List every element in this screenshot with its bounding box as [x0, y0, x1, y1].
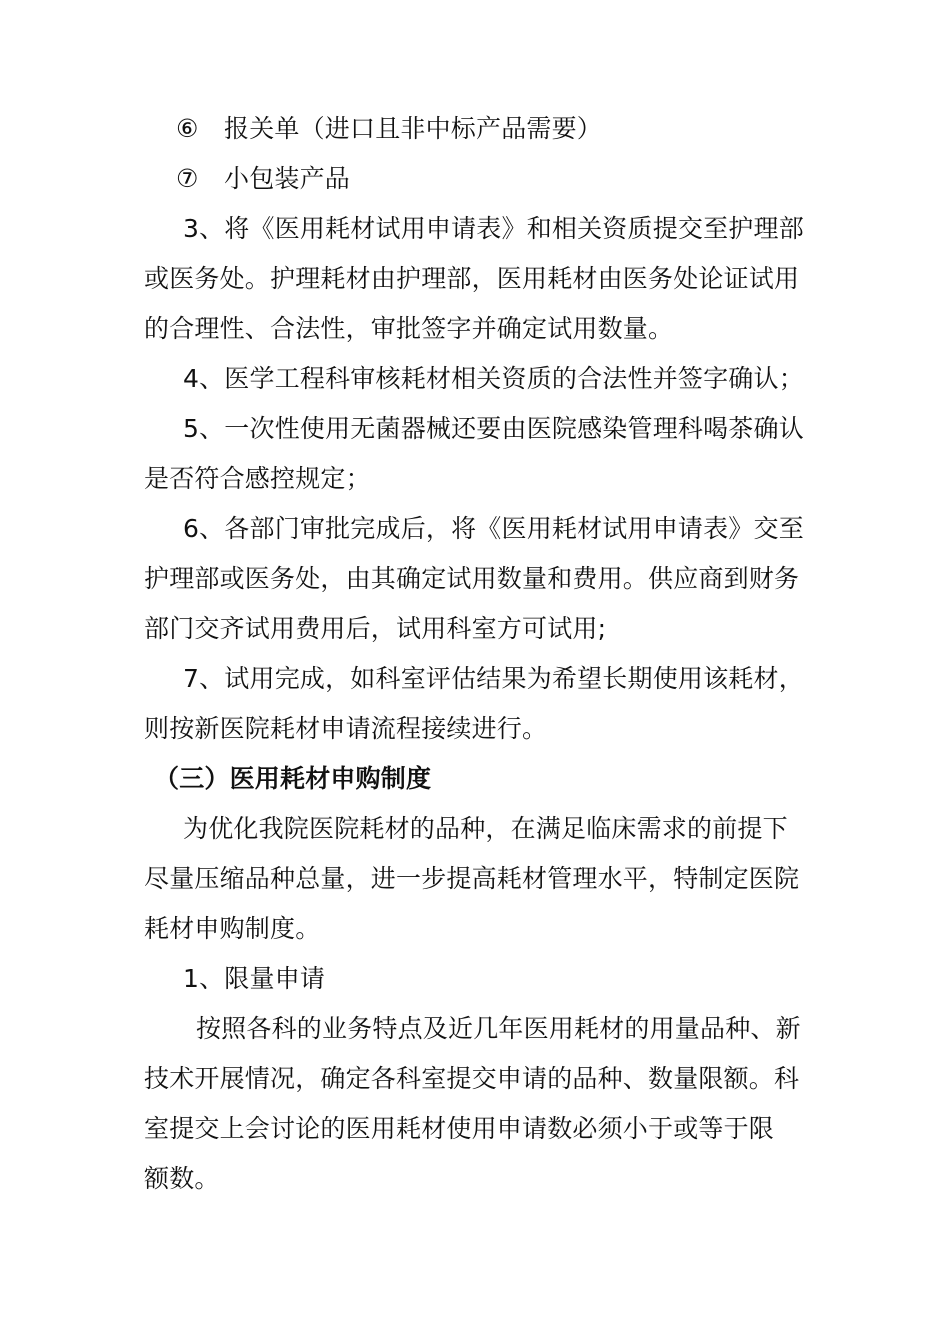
paragraph-line: 3、将《医用耗材试用申请表》和相关资质提交至护理部 — [183, 214, 804, 243]
paragraph-line: 按照各科的业务特点及近几年医用耗材的用量品种、新 — [196, 1014, 801, 1043]
paragraph-line: 技术开展情况，确定各科室提交申请的品种、数量限额。科 — [144, 1064, 800, 1093]
paragraph-line: 耗材申购制度。 — [144, 914, 321, 943]
paragraph-line: 则按新医院耗材申请流程接续进行。 — [144, 714, 548, 743]
list-item — [176, 112, 602, 146]
paragraph-line: 为优化我院医院耗材的品种，在满足临床需求的前提下 — [183, 814, 788, 843]
item-text: 报关单（进口且非中标产品需要） — [224, 114, 603, 143]
paragraph-line: 或医务处。护理耗材由护理部，医用耗材由医务处论证试用 — [144, 264, 800, 293]
paragraph-line: 6、各部门审批完成后，将《医用耗材试用申请表》交至 — [183, 514, 804, 543]
paragraph-line: 1、限量申请 — [183, 964, 326, 993]
paragraph-line: 7、试用完成，如科室评估结果为希望长期使用该耗材， — [183, 664, 804, 693]
paragraph-line: 尽量压缩品种总量，进一步提高耗材管理水平，特制定医院 — [144, 864, 800, 893]
paragraph-line: 额数。 — [144, 1164, 220, 1193]
paragraph-line: 是否符合感控规定； — [144, 464, 371, 493]
paragraph-line: 5、一次性使用无菌器械还要由医院感染管理科喝茶确认 — [183, 414, 804, 443]
paragraph-line: 室提交上会讨论的医用耗材使用申请数必须小于或等于限 — [144, 1114, 775, 1143]
list-item — [176, 162, 350, 196]
paragraph-line: 护理部或医务处，由其确定试用数量和费用。供应商到财务 — [144, 564, 800, 593]
paragraph-line: 4、医学工程科审核耗材相关资质的合法性并签字确认； — [183, 364, 804, 393]
item-number: ⑦ — [176, 164, 199, 193]
item-text: 小包装产品 — [224, 164, 351, 193]
paragraph-line: 的合理性、合法性，审批签字并确定试用数量。 — [144, 314, 674, 343]
section-heading: （三）医用耗材申购制度 — [154, 764, 432, 793]
paragraph-line: 部门交齐试用费用后，试用科室方可试用; — [144, 614, 607, 643]
item-number: ⑥ — [176, 114, 199, 143]
